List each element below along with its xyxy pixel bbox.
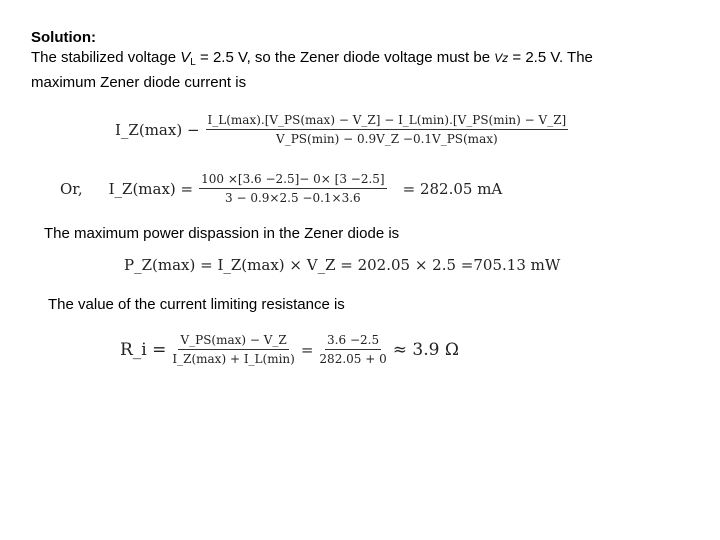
resistance-text: The value of the current limiting resistance is	[48, 296, 345, 313]
eq2-numerator: 100 ×[3.6 −2.5]− 0× [3 −2.5]	[199, 172, 387, 189]
eq4-denominator-2: 282.05 + 0	[319, 352, 387, 366]
intro-text	[31, 28, 691, 93]
eq1-lhs: I_Z(max) −	[115, 120, 200, 139]
eq4-denominator-1: I_Z(max) + I_L(min)	[172, 352, 295, 366]
eq4-fraction-1	[172, 333, 294, 366]
eq4-equals: =	[300, 340, 314, 359]
eq4-numerator-2: 3.6 −2.5	[325, 333, 381, 350]
power-text: The maximum power dispassion in the Zener diode is	[44, 225, 400, 242]
eq2-prefix: Or,	[60, 179, 83, 198]
eq1-denominator: V_PS(min) − 0.9V_Z −0.1V_PS(max)	[276, 132, 498, 146]
eq4-numerator-1: V_PS(max) − V_Z	[178, 333, 288, 350]
intro-line-2: maximum Zener diode current is	[31, 74, 247, 91]
vz-symbol: Vz	[494, 51, 509, 65]
eq4-fraction-2	[319, 333, 386, 366]
eq2-fraction	[199, 172, 387, 205]
solution-heading: Solution:	[31, 29, 96, 46]
intro-part-3: = 2.5 V. The	[508, 49, 593, 66]
intro-part-2: = 2.5 V, so the Zener diode voltage must be	[195, 49, 495, 66]
eq4-result: ≈ 3.9 Ω	[392, 339, 459, 360]
vl-subscript: L	[190, 57, 196, 68]
eq1-fraction	[206, 113, 569, 146]
intro-line-1	[31, 48, 691, 73]
equation-max-zener-current	[115, 113, 568, 146]
eq1-numerator: I_L(max).[V_PS(max) − V_Z] − I_L(min).[V_PS(min) − V_Z]	[206, 113, 569, 130]
equation-power: P_Z(max) = I_Z(max) × V_Z = 202.05 × 2.5 =705.13 mW	[124, 256, 561, 274]
intro-part-1: The stabilized voltage	[31, 49, 181, 66]
eq2-result: = 282.05 mA	[402, 179, 503, 198]
vl-symbol: V	[180, 49, 191, 66]
eq2-lhs: I_Z(max) =	[108, 179, 194, 198]
eq4-lhs: R_i =	[120, 339, 167, 360]
eq2-denominator: 3 − 0.9×2.5 −0.1×3.6	[225, 191, 361, 205]
equation-resistance	[120, 333, 459, 366]
equation-zener-current-value	[60, 172, 502, 205]
